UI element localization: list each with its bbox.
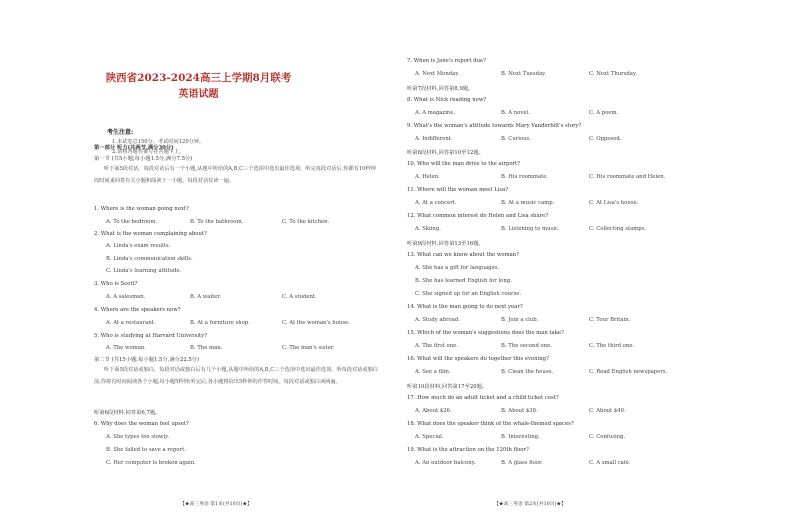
notice-line-2: 2.请将各题答案写在答题卡上。	[112, 149, 185, 155]
q3-option-a: A. A salesman.	[106, 294, 146, 300]
exam-subtitle: 英语试题	[178, 89, 219, 100]
question-18: 18. What does the speaker think of the whale-themed spaces?	[407, 421, 574, 427]
q7-option-c: C. Next Thursday.	[589, 71, 637, 77]
page-footer: 【★高三英语 第1页(共10页)★】	[180, 502, 252, 507]
q14-option-a: A. Study abroad.	[415, 317, 460, 323]
q4-option-a: A. At a restaurant.	[106, 320, 156, 326]
q14-option-c: C. Tour Britain.	[589, 317, 631, 323]
question-15: 15. Which of the woman's suggestions does the man take?	[407, 330, 564, 336]
q18-option-a: A. Special.	[415, 434, 444, 440]
q6-option-c: C. Her computer is broken again.	[106, 460, 196, 466]
page-footer: 【★高三英语 第2页(共10页)★】	[494, 502, 566, 507]
q7-option-a: A. Next Monday.	[415, 71, 460, 77]
material-7-note: 听第7段材料,回答第8,9题。	[407, 86, 474, 92]
question-12: 12. What common interest do Helen and Lisa share?	[407, 213, 549, 219]
q8-option-c: C. A poem.	[589, 110, 619, 116]
q1-option-c: C. To the kitchen.	[282, 219, 330, 225]
q18-option-b: B. Interesting.	[501, 434, 540, 440]
section1-instructions: 听下面5段对话。每段对话后有一个小题,从题中所给的A,B,C三个选项中选出最佳选项。听完每段对话后,你都有10秒钟的时间来回答有关小题和阅读下一小题。每段对话仅读一遍。	[94, 166, 376, 184]
notice-heading: 考生注意:	[107, 129, 134, 136]
q8-option-a: A. A magazine.	[415, 110, 456, 116]
q1-option-b: B. To the bathroom.	[190, 219, 244, 225]
q13-option-b: B. She has learned English for long.	[415, 278, 512, 284]
question-5: 5. Who is studying at Harvard University?	[94, 333, 208, 339]
q16-option-c: C. Read English newspapers.	[589, 369, 668, 375]
q5-option-a: A. The woman.	[106, 345, 146, 351]
q4-option-b: B. At a furniture shop.	[190, 320, 250, 326]
q5-option-b: B. The man.	[190, 345, 223, 351]
q2-option-c: C. Linda's learning attitude.	[106, 268, 182, 274]
q15-option-c: C. The third one.	[589, 343, 635, 349]
q13-option-c: C. She signed up for an English course.	[415, 291, 522, 297]
q12-option-c: C. Collecting stamps.	[589, 226, 647, 232]
question-11: 11. Where will the woman meet Lisa?	[407, 187, 509, 193]
q9-option-b: B. Curious.	[501, 136, 531, 142]
q19-option-c: C. A small cafe.	[589, 460, 631, 466]
question-14: 14. What is the man going to do next year?	[407, 304, 523, 310]
q16-option-a: A. See a film.	[415, 369, 451, 375]
question-8: 8. What is Nick reading now?	[407, 97, 487, 103]
question-2: 2. What is the woman complaining about?	[94, 231, 207, 237]
q8-option-b: B. A novel.	[501, 110, 530, 116]
q19-option-b: B. A glass floor.	[501, 460, 543, 466]
question-9: 9. What's the woman's attitude towards Mary Vanderbilt's story?	[407, 123, 582, 129]
q2-option-a: A. Linda's exam results.	[106, 243, 171, 249]
q4-option-c: C. At the woman's house.	[282, 320, 350, 326]
q15-option-b: B. The second one.	[501, 343, 552, 349]
question-7: 7. When is Jane's report due?	[407, 58, 486, 64]
notice-line-1: 1.本试卷总150分。考试时间120分钟。	[112, 139, 205, 145]
q10-option-c: C. His roommate and Helen.	[589, 174, 666, 180]
q11-option-c: C. At Lisa's house.	[589, 200, 639, 206]
q10-option-b: B. His roommate.	[501, 174, 549, 180]
q18-option-c: C. Confusing.	[589, 434, 626, 440]
section1-heading: 第一节 (共5小题;每小题1.5分,满分7.5分)	[94, 156, 193, 162]
section2-instructions: 听下面5段对话或独白。每段对话或独白后有几个小题,从题中所给的A,B,C三个选项中选出最佳选项。听每段对话或独白前,你将有时间阅读各个小题,每小题5秒钟;听完后,各小题将给出5秒钟的作答时间。每段对话或独白读两遍。	[94, 367, 378, 385]
material-6-note: 听第6段材料,回答第6,7题。	[94, 410, 161, 416]
question-17: 17. How much do an adult ticket and a child ticket cost?	[407, 395, 559, 401]
q14-option-b: B. Join a club.	[501, 317, 539, 323]
q12-option-a: A. Skiing.	[415, 226, 441, 232]
q17-option-b: B. About $38.	[501, 408, 538, 414]
q3-option-c: C. A student.	[282, 294, 317, 300]
question-3: 3. Who is Scott?	[94, 281, 138, 287]
material-9-note: 听第9段材料,回答第13至16题。	[407, 241, 484, 247]
exam-title: 陕西省2023-2024高三上学期8月联考	[105, 72, 292, 84]
q15-option-a: A. The first one.	[415, 343, 458, 349]
question-13: 13. What can we know about the woman?	[407, 252, 520, 258]
section2-heading: 第二节 (共15小题;每小题1.5分,满分22.5分)	[94, 357, 200, 363]
question-6: 6. Why does the woman feel upset?	[94, 421, 189, 427]
q13-option-a: A. She has a gift for languages.	[415, 265, 500, 271]
question-10: 10. Who will the man drive to the airport?	[407, 161, 521, 167]
question-19: 19. What is the attraction on the 120th floor?	[407, 447, 529, 453]
q17-option-a: A. About $26.	[415, 408, 452, 414]
q7-option-b: B. Next Tuesday.	[501, 71, 547, 77]
question-4: 4. Where are the speakers now?	[94, 307, 181, 313]
q1-option-a: A. To the bedroom.	[106, 219, 158, 225]
q6-option-b: B. She failed to save a report.	[106, 447, 186, 453]
material-10-note: 听第10段材料,回答第17至20题。	[407, 384, 488, 390]
right-page	[397, 0, 794, 513]
q16-option-b: B. Clean the house.	[501, 369, 554, 375]
q10-option-a: A. Helen.	[415, 174, 440, 180]
q19-option-a: A. An outdoor balcony.	[415, 460, 476, 466]
q12-option-b: B. Listening to music.	[501, 226, 560, 232]
q6-option-a: A. She types too slowly.	[106, 434, 170, 440]
q9-option-c: C. Opposed.	[589, 136, 622, 142]
q11-option-a: A. At a concert.	[415, 200, 457, 206]
question-16: 16. What will the speakers do together this evening?	[407, 356, 549, 362]
q17-option-c: C. About $40.	[589, 408, 626, 414]
question-1: 1. Where is the woman going next?	[94, 206, 189, 212]
q2-option-b: B. Linda's communication skills.	[106, 256, 193, 262]
q3-option-b: B. A waiter.	[190, 294, 222, 300]
material-8-note: 听第8段材料,回答第10至12题。	[407, 150, 484, 156]
part1-heading: 第一部分 听力(共两节,满分30分)	[94, 145, 174, 151]
q9-option-a: A. Indifferent.	[415, 136, 453, 142]
q5-option-c: C. The man's sister.	[282, 345, 335, 351]
q11-option-b: B. At a music camp.	[501, 200, 555, 206]
